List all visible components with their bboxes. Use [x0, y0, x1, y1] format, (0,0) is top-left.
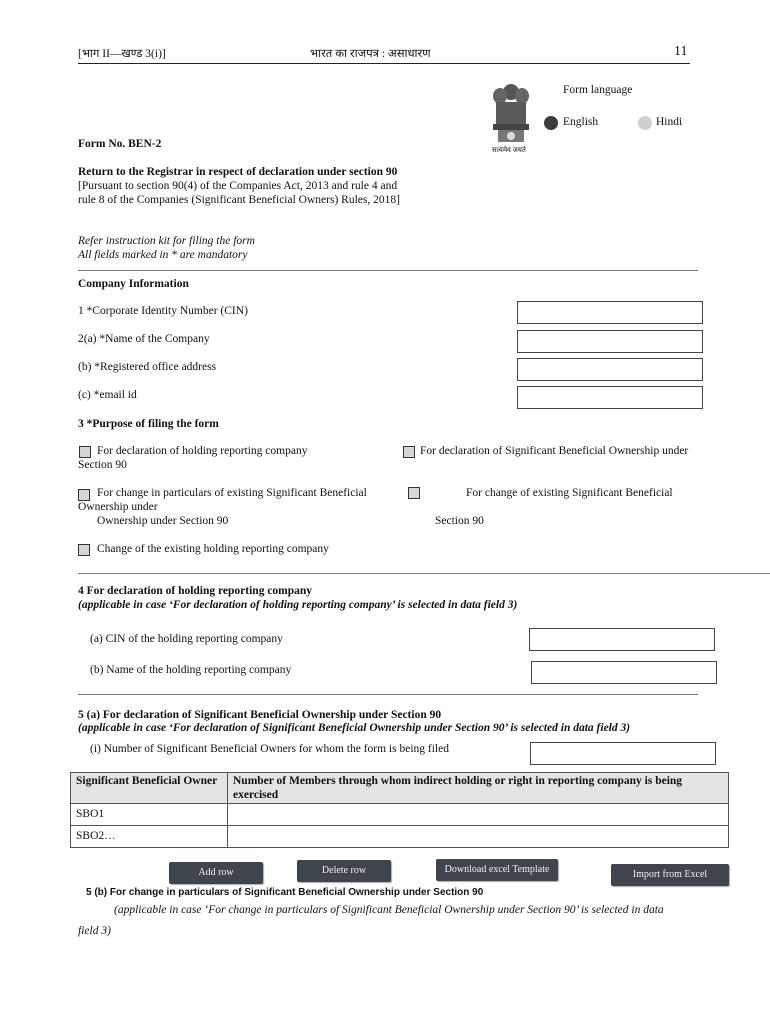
purpose-existing-sbo-change-checkbox[interactable] [408, 487, 420, 499]
form-number: Form No. BEN-2 [78, 138, 162, 150]
import-excel-button[interactable]: Import from Excel [611, 864, 729, 886]
header-rule [78, 63, 690, 64]
purpose-heading: 3 *Purpose of filing the form [78, 418, 219, 430]
purpose-sbo-change-label-cont: Ownership under [78, 501, 158, 513]
emblem-caption: सत्यमेव जयते [492, 146, 526, 154]
column-header-sbo: Significant Beneficial Owner [71, 773, 228, 804]
change-note-cont: field 3) [78, 925, 111, 937]
sbo-table [70, 772, 729, 848]
gazette-title: भारत का राजपत्र : असाधारण [310, 48, 431, 60]
language-hindi-label: Hindi [656, 116, 683, 128]
form-title: Return to the Registrar in respect of declaration under section 90 [78, 166, 398, 178]
table-cell-sbo: SBO2… [71, 826, 228, 848]
purpose-sbo-declaration-label-cont: Section 90 [78, 459, 127, 471]
language-hindi-radio[interactable] [638, 116, 652, 130]
language-english-radio[interactable] [544, 116, 558, 130]
add-row-button[interactable]: Add row [169, 862, 263, 884]
purpose-sbo-change-checkbox[interactable] [78, 489, 90, 501]
registered-address-label: (b) *Registered office address [78, 361, 217, 373]
gazette-part-label: [भाग II—खण्ड 3(i)] [78, 48, 166, 60]
table-cell-members[interactable] [228, 826, 729, 848]
holding-note: (applicable in case ‘For declaration of holding reporting company’ is selected in data field 3) [78, 599, 518, 611]
purpose-holding-checkbox[interactable] [79, 446, 91, 458]
sbo-heading: 5 (a) For declaration of Significant Beneficial Ownership under Section 90 [78, 709, 442, 721]
cin-label: 1 *Corporate Identity Number (CIN) [78, 305, 248, 317]
company-name-input[interactable] [517, 330, 703, 353]
language-english-label: English [563, 116, 599, 128]
purpose-existing-sbo-change-label-cont: Section 90 [435, 515, 484, 527]
table-cell-members[interactable] [228, 804, 729, 826]
change-note: (applicable in case ‘For change in particulars of Significant Beneficial Ownership under Section 90’ is selected in data [114, 904, 664, 916]
holding-cin-input[interactable] [529, 628, 715, 651]
sbo-count-label: (i) Number of Significant Beneficial Owners for whom the form is being filed [90, 743, 449, 755]
registered-address-input[interactable] [517, 358, 703, 381]
form-language-label: Form language [563, 84, 633, 96]
divider [78, 573, 770, 574]
email-input[interactable] [517, 386, 703, 409]
form-subtitle-line1: [Pursuant to section 90(4) of the Companies Act, 2013 and rule 4 and [78, 180, 398, 192]
divider [78, 270, 698, 271]
holding-cin-label: (a) CIN of the holding reporting company [90, 633, 283, 645]
sbo-note: (applicable in case ‘For declaration of Significant Beneficial Ownership under Section 90’ is selected in data field 3) [78, 722, 631, 734]
email-label: (c) *email id [78, 389, 137, 401]
mandatory-note: All fields marked in * are mandatory [78, 249, 248, 261]
sbo-count-input[interactable] [530, 742, 716, 765]
company-name-label: 2(a) *Name of the Company [78, 333, 210, 345]
purpose-sbo-declaration-label: For declaration of Significant Beneficial Ownership under [420, 445, 689, 457]
purpose-holding-change-label: Change of the existing holding reporting company [97, 543, 329, 555]
purpose-holding-change-checkbox[interactable] [78, 544, 90, 556]
page-number: 11 [674, 44, 688, 59]
purpose-sbo-change-label: For change in particulars of existing Significant Beneficial [97, 487, 367, 499]
table-row [71, 826, 729, 848]
column-header-members: Number of Members through whom indirect holding or right in reporting company is being exercised [228, 773, 729, 804]
purpose-sbo-change-label-cont2: Ownership under Section 90 [97, 515, 229, 527]
national-emblem-icon [488, 80, 534, 154]
download-template-button[interactable]: Download excel Template [436, 859, 558, 881]
holding-name-input[interactable] [531, 661, 717, 684]
company-info-heading: Company Information [78, 278, 189, 290]
table-header-row [71, 773, 729, 804]
form-subtitle-line2: rule 8 of the Companies (Significant Beneficial Owners) Rules, 2018] [78, 194, 400, 206]
purpose-holding-label: For declaration of holding reporting company [97, 445, 308, 457]
table-row [71, 804, 729, 826]
purpose-existing-sbo-change-label: For change of existing Significant Beneficial [466, 487, 673, 499]
change-heading: 5 (b) For change in particulars of Significant Beneficial Ownership under Section 90 [86, 887, 484, 898]
delete-row-button[interactable]: Delete row [297, 860, 391, 882]
table-cell-sbo: SBO1 [71, 804, 228, 826]
holding-heading: 4 For declaration of holding reporting company [78, 585, 313, 597]
holding-name-label: (b) Name of the holding reporting company [90, 664, 292, 676]
divider [78, 694, 698, 695]
purpose-sbo-declaration-checkbox[interactable] [403, 446, 415, 458]
instruction-kit-link[interactable]: Refer instruction kit for filing the form [78, 235, 255, 247]
cin-input[interactable] [517, 301, 703, 324]
